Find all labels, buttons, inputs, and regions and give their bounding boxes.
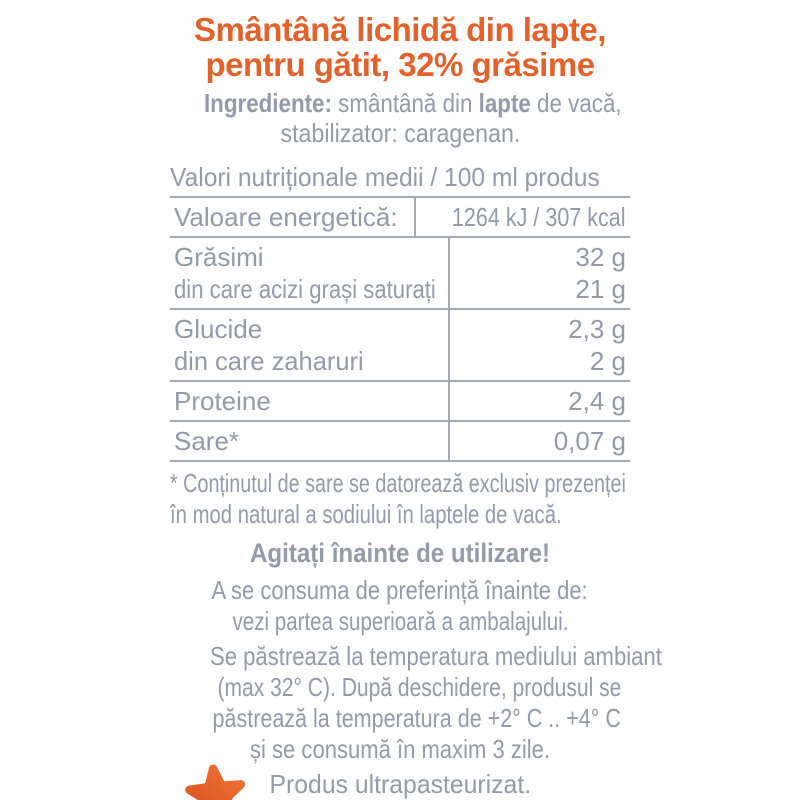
row-value-cell [414,198,630,236]
row-label-cell [170,238,448,308]
row-value: 2,3 g [568,314,626,344]
shake-instruction [170,538,630,569]
storage-line4: și se consumă în maxim 3 zile. [249,734,550,764]
row-value-cell [448,382,630,420]
row-label: Grăsimi [174,242,264,272]
table-row-salt [170,422,630,460]
table-row-energy [170,198,630,238]
row-label-cell [170,382,448,420]
brand-star-icon [180,759,253,800]
storage-instructions [170,641,662,765]
row-value-cell [448,310,630,380]
storage-line1: Se păstrează la temperatura mediului ambiant [209,641,662,671]
nutrition-table [170,196,630,462]
uht-statement-text: Produs ultrapasteurizat. [269,769,531,799]
row-value: 2,4 g [568,386,626,416]
row-value: 32 g [575,242,626,272]
ingredients-line1 [204,88,622,118]
row-label-cell [170,422,448,460]
row-label-cell [170,198,414,236]
row-value-cell [448,422,630,460]
row-subvalue: 2 g [589,346,626,376]
ingredients-text-2: de vacă, [530,88,622,118]
row-label: Sare* [174,426,240,456]
allergen-lapte: lapte [478,88,531,118]
row-label: Valoare energetică: [174,202,398,232]
best-before [170,575,630,637]
label-content [170,0,662,800]
row-label-cell [170,310,448,380]
nutrition-header-text: Valori nutriționale medii / 100 ml produs [170,162,600,192]
table-row-protein [170,382,630,422]
row-subvalue: 21 g [575,274,626,304]
salt-footnote-line1: * Conținutul de sare se datorează exclusiv prezenței [170,468,626,498]
product-title-line2: pentru gătit, 32% grăsime [205,46,595,83]
ingredients-section [170,88,630,148]
ingredients-line2: stabilizator: caragenan. [280,118,520,148]
product-title-line1: Smântână lichidă din lapte, [194,11,606,48]
shake-instruction-text: Agitați înainte de utilizare! [249,538,551,568]
table-row-fat [170,238,630,310]
row-label: Glucide [174,314,263,344]
salt-footnote-line2: în mod natural a sodiului în laptele de vacă. [170,499,562,529]
nutrition-header [170,162,630,192]
row-sublabel: din care zaharuri [174,346,364,376]
ingredients-label: Ingrediente: [203,88,332,118]
salt-footnote [170,468,630,530]
ingredients-text-1: smântână din [331,88,479,118]
row-value: 0,07 g [553,426,626,456]
row-label: Proteine [174,386,271,416]
storage-line3: păstrează la temperatura de +2° C .. +4° C [212,703,621,733]
table-row-carbs [170,310,630,382]
row-value-cell [448,238,630,308]
row-value: 1264 kJ / 307 kcal [452,202,626,232]
row-sublabel: din care acizi grași saturați [174,274,436,304]
best-before-line2: vezi partea superioară a ambalajului. [232,606,568,636]
storage-line2: (max 32° C). După deschidere, produsul se [217,672,622,702]
product-title [170,12,630,82]
best-before-line1: A se consuma de preferință înainte de: [211,575,589,605]
